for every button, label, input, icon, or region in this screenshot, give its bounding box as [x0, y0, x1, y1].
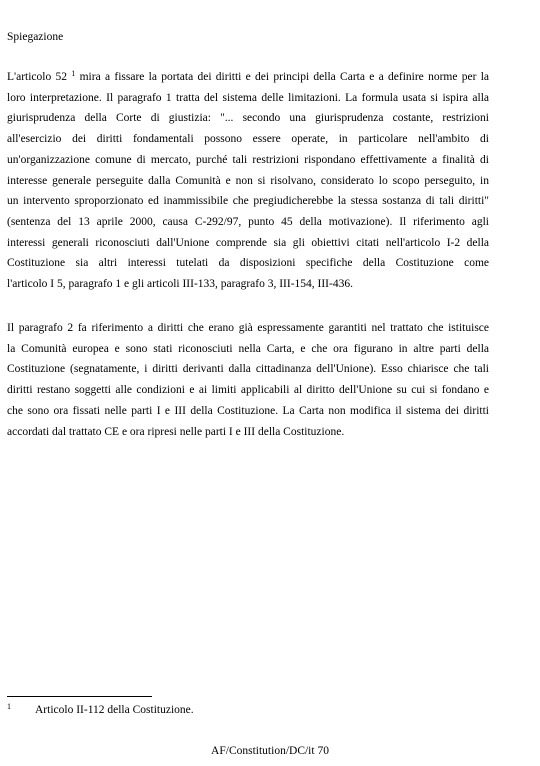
- paragraph-2-line: Costituzione (segnatamente, i diritti derivanti dalla cittadinanza dell'Unione). Esso chiarisce che tali: [7, 363, 489, 376]
- paragraph-1-line: interesse generale perseguite dalla Comunità e non si risolvano, considerato lo scopo perseguito, in: [7, 174, 489, 187]
- page-footer: [0, 744, 540, 758]
- footnote: 1 Articolo II-112 della Costituzione.: [7, 702, 194, 716]
- paragraph-1-line: giurisprudenza della Corte di giustizia: "... secondo una giurisprudenza costante, restrizioni: [7, 112, 489, 125]
- paragraph-1-line: un'organizzazione comune di mercato, purché tali restrizioni rispondano effettivamente a finalità di: [7, 153, 489, 166]
- paragraph-1-line: Costituzione sia altri interessi tutelati da disposizioni specifiche della Costituzione come: [7, 257, 489, 270]
- paragraph-2-line: diritti restano soggetti alle condizioni e ai limiti applicabili al diritto dell'Unione su cui si fondano e: [7, 384, 489, 397]
- paragraph-1-line-start: L'articolo 52: [7, 71, 68, 83]
- paragraph-2-line: accordati dal trattato CE e ora ripresi nelle parti I e III della Costituzione.: [7, 425, 345, 438]
- paragraph-1-line: loro interpretazione. Il paragrafo 1 tratta del sistema delle limitazioni. La formula usata si ispira alla: [7, 91, 489, 104]
- paragraph-1-line-rest: mira a fissare la portata dei diritti e dei principi della Carta e a definire norme per la: [79, 71, 490, 83]
- paragraph-2-line: Il paragrafo 2 fa riferimento a diritti che erano già espressamente garantiti nel trattato che istituisce: [7, 322, 489, 334]
- paragraph-2-line: che sono ora fissati nelle parti I e III della Costituzione. La Carta non modifica il sistema dei diritti: [7, 404, 489, 417]
- paragraph-2: [7, 318, 489, 442]
- footnote-text: Articolo II-112 della Costituzione.: [35, 704, 194, 716]
- paragraph-1-line: un intervento sproporzionato ed inammissibile che pregiudicherebbe la stessa sostanza di tali diritti": [7, 195, 489, 208]
- paragraph-1-line: l'articolo I 5, paragrafo 1 e gli articoli III-133, paragrafo 3, III-154, III-436.: [7, 278, 353, 291]
- paragraph-1: [7, 67, 489, 295]
- footnote-reference: 1: [71, 69, 76, 78]
- paragraph-2-line: la Comunità europea e sono stati riconosciuti nella Carta, e che ora figurano in altre parti della: [7, 342, 489, 355]
- paragraph-1-line: [7, 67, 489, 88]
- footnote-separator: [7, 696, 152, 697]
- section-heading: Spiegazione: [7, 31, 64, 43]
- paragraph-1-line: (sentenza del 13 aprile 2000, causa C-292/97, punto 45 della motivazione). Il riferimento agli: [7, 215, 489, 228]
- paragraph-1-line: interessi generali riconosciuti dall'Unione comprende sia gli obiettivi citati nell'articolo I-2 della: [7, 236, 489, 249]
- document-reference: AF/Constitution/DC/it 70: [211, 745, 329, 757]
- paragraph-1-line: all'esercizio dei diritti fondamentali possono essere operate, in particolare nell'ambito di: [7, 133, 489, 146]
